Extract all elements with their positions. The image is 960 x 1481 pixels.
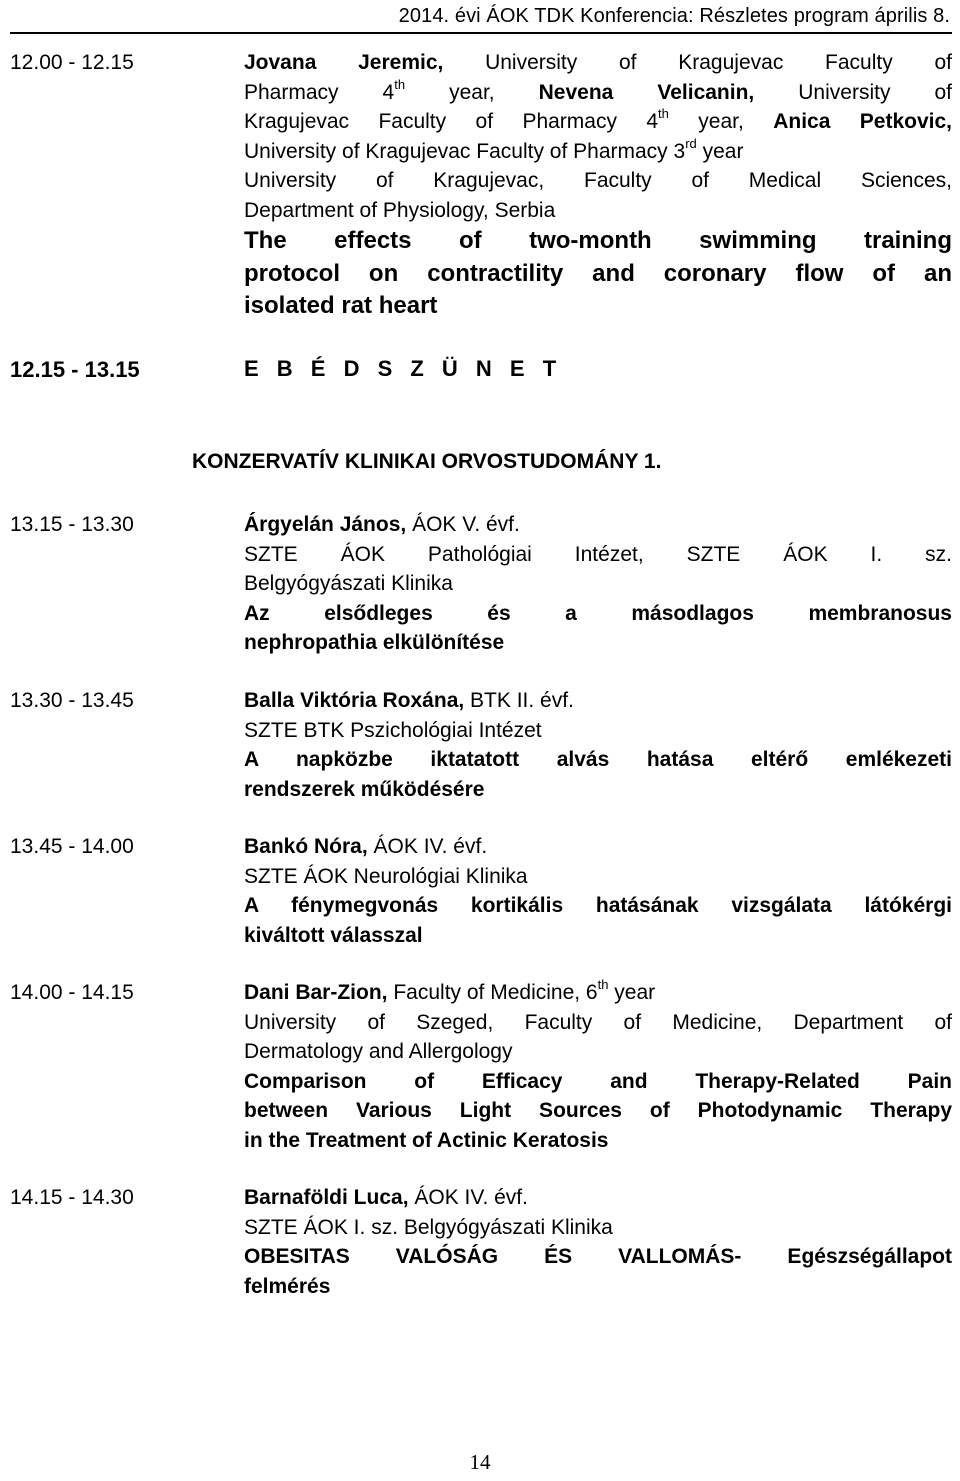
page-header	[0, 4, 960, 30]
talk-title-line: kiváltott válasszal	[244, 923, 423, 947]
affiliation-line: SZTE ÁOK Pathológiai Intézet, SZTE ÁOK I. sz.	[244, 542, 952, 566]
affiliation-text: year,	[405, 80, 539, 104]
affiliation-text: Pharmacy 4	[244, 80, 395, 104]
author-year: BTK II. évf.	[464, 689, 574, 712]
entry-time: 12.00 - 12.15	[10, 51, 134, 74]
author-year: ÁOK IV. évf.	[367, 835, 488, 858]
talk-title-line: A fénymegvonás kortikális hatásának vizsgálata látókérgi	[244, 894, 952, 917]
header-title: 2014. évi ÁOK TDK Konferencia: Részletes program április 8.	[398, 5, 950, 27]
ordinal-sup: rd	[685, 135, 697, 151]
program-entry	[10, 48, 952, 323]
talk-title-line: between Various Light Sources of Photodynamic Therapy	[244, 1099, 952, 1122]
author-name: Nevena Velicanin,	[538, 80, 755, 104]
header-rule	[10, 32, 952, 34]
talk-title-line: OBESITAS VALÓSÁG ÉS VALLOMÁS- Egészségállapot	[244, 1245, 952, 1268]
talk-title-line: Az elsődleges és a másodlagos membranosus	[244, 601, 952, 625]
author-line	[244, 1183, 952, 1213]
entry-content	[244, 48, 952, 323]
entry-content	[244, 510, 952, 658]
author-name: Anica Petkovic,	[773, 110, 952, 133]
affiliation-text: University of Kragujevac, Faculty of Medical Sciences,	[244, 169, 952, 192]
author-year: year	[608, 981, 656, 1004]
author-name: Jovana Jeremic,	[244, 51, 444, 74]
ordinal-sup: th	[394, 76, 406, 92]
author-name: Barnaföldi Luca,	[244, 1186, 409, 1209]
author-line	[244, 832, 952, 862]
author-name: Árgyelán János,	[244, 513, 407, 536]
affiliation-text: University of Kragujevac Faculty of	[443, 51, 952, 74]
author-name: Bankó Nóra,	[244, 835, 368, 858]
author-line	[244, 978, 952, 1008]
talk-title-line: protocol on contractility and coronary flow of an	[244, 259, 952, 287]
program-entry	[10, 1183, 952, 1301]
author-line	[244, 48, 952, 78]
affiliation-text: Kragujevac Faculty of Pharmacy 4	[244, 110, 659, 133]
program-entry	[10, 510, 952, 658]
author-line	[244, 107, 952, 137]
entry-time: 13.45 - 14.00	[10, 835, 134, 858]
program-entry	[10, 832, 952, 950]
section-title: KONZERVATÍV KLINIKAI ORVOSTUDOMÁNY 1.	[192, 450, 662, 473]
entry-content	[244, 978, 952, 1155]
affiliation-line: Belgyógyászati Klinika	[244, 572, 453, 595]
affiliation-text: year,	[668, 110, 774, 133]
affiliation-text: year	[696, 139, 744, 163]
talk-title-line: felmérés	[244, 1274, 331, 1298]
author-name: Dani Bar-Zion,	[244, 981, 388, 1004]
affiliation-line	[244, 166, 952, 196]
affiliation-text: Department of Physiology, Serbia	[244, 198, 556, 222]
break-time: 12.15 - 13.15	[10, 357, 140, 382]
author-line	[244, 78, 952, 108]
talk-title-line: The effects of two-month swimming training	[244, 227, 952, 254]
talk-title-line: isolated rat heart	[244, 292, 438, 319]
affiliation-line: SZTE BTK Pszichológiai Intézet	[244, 718, 542, 742]
author-line	[244, 510, 952, 540]
ordinal-sup: th	[597, 977, 609, 992]
ordinal-sup: th	[658, 106, 669, 121]
author-year: ÁOK IV. évf.	[408, 1186, 528, 1209]
entry-content	[244, 686, 952, 804]
affiliation-line: Dermatology and Allergology	[244, 1040, 513, 1063]
affiliation-line: SZTE ÁOK Neurológiai Klinika	[244, 864, 528, 888]
affiliation-line	[244, 196, 952, 226]
entry-time: 13.15 - 13.30	[10, 513, 134, 536]
author-name: Balla Viktória Roxána,	[244, 689, 465, 712]
program-entry	[10, 978, 952, 1155]
page-number: 14	[469, 1450, 491, 1474]
talk-title-line: rendszerek működésére	[244, 777, 485, 801]
affiliation-line: University of Szeged, Faculty of Medicine, Department of	[244, 1010, 952, 1034]
talk-title-line: Comparison of Efficacy and Therapy-Related Pain	[244, 1069, 952, 1093]
program-entry	[10, 686, 952, 804]
talk-title-line: in the Treatment of Actinic Keratosis	[244, 1128, 609, 1152]
affiliation-text: University of	[754, 80, 952, 104]
entry-time: 14.00 - 14.15	[10, 981, 134, 1004]
entry-time: 14.15 - 14.30	[10, 1186, 134, 1209]
author-year: ÁOK V. évf.	[406, 513, 520, 536]
author-line	[244, 686, 952, 716]
affiliation-line: SZTE ÁOK I. sz. Belgyógyászati Klinika	[244, 1215, 613, 1239]
entry-content	[244, 832, 952, 950]
author-year: Faculty of Medicine, 6	[387, 981, 598, 1004]
entry-time: 13.30 - 13.45	[10, 689, 134, 712]
affiliation-text: University of Kragujevac Faculty of Pharmacy 3	[244, 139, 686, 163]
talk-title-line: nephropathia elkülönítése	[244, 631, 505, 654]
entry-content	[244, 1183, 952, 1301]
lunch-break-label: E B É D S Z Ü N E T	[244, 356, 563, 381]
talk-title-line: A napközbe iktatatott alvás hatása eltérő emlékezeti	[244, 748, 952, 771]
author-line	[244, 137, 952, 167]
